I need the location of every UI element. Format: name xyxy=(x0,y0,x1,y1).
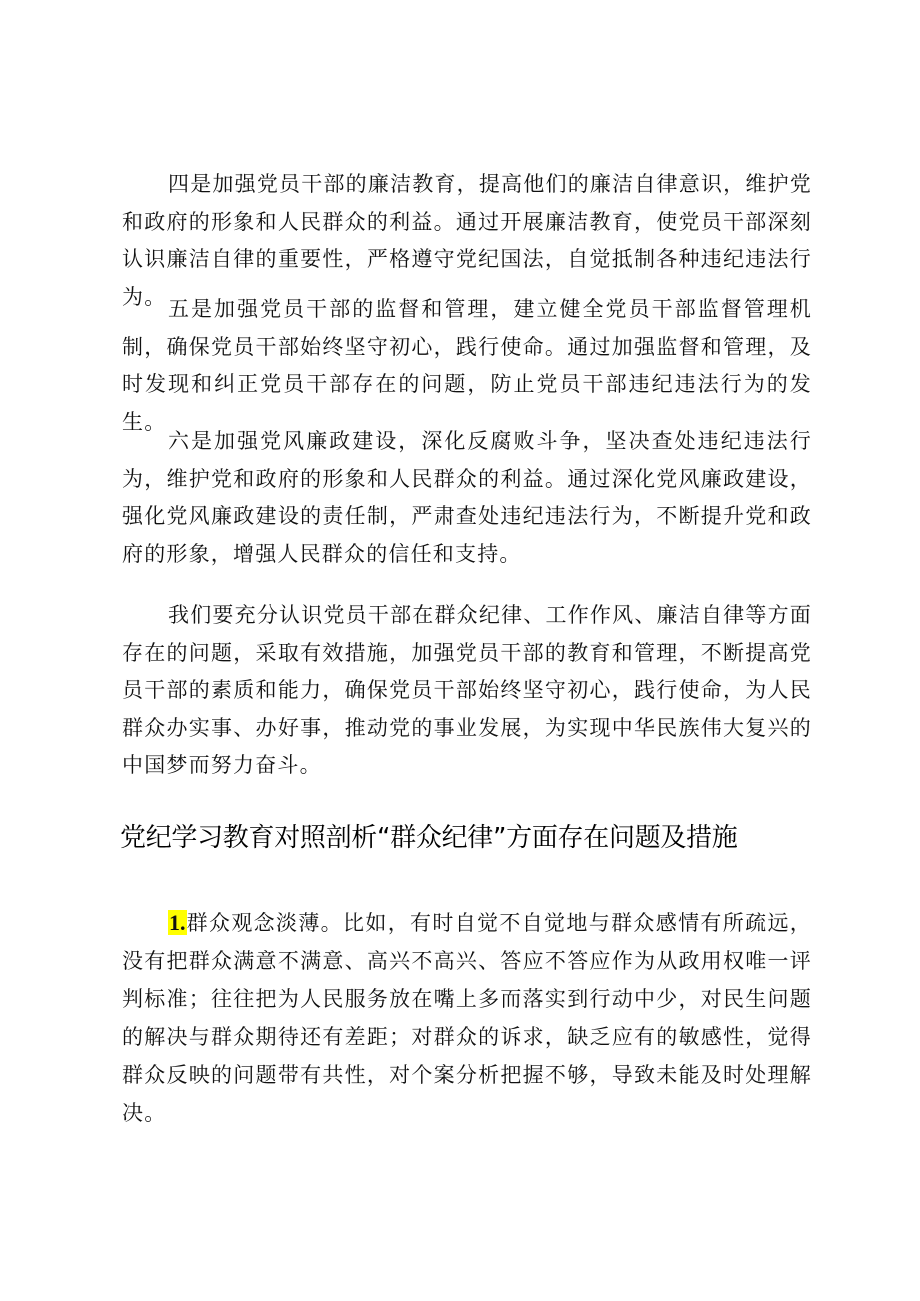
paragraph-5: 五是加强党员干部的监督和管理，建立健全党员干部监督管理机制，确保党员干部始终坚守初心，践行使命。通过加强监督和管理，及时发现和纠正党员干部存在的问题，防止党员干部违纪违法行为的发生。 xyxy=(122,297,812,434)
paragraph-4: 四是加强党员干部的廉洁教育，提高他们的廉洁自律意识，维护党和政府的形象和人民群众的利益。通过开展廉洁教育，使党员干部深刻认识廉洁自律的重要性，严格遵守党纪国法，自觉抵制各种违纪违法行为。 xyxy=(122,172,812,309)
paragraph-conclusion: 我们要充分认识党员干部在群众纪律、工作作风、廉洁自律等方面存在的问题，采取有效措施，加强党员干部的教育和管理，不断提高党员干部的素质和能力，确保党员干部始终坚守初心，践行使命，为人民群众办实事、办好事，推动党的事业发展，为实现中华民族伟大复兴的中国梦而努力奋斗。 xyxy=(122,603,812,777)
list-item-1 xyxy=(122,904,812,1132)
item-text: 群众观念淡薄。比如，有时自觉不自觉地与群众感情有所疏远，没有把群众满意不满意、高兴不高兴、答应不答应作为从政用权唯一评判标准；往往把为人民服务放在嘴上多而落实到行动中少，对民生问题的解决与群众期待还有差距；对群众的诉求，缺乏应有的敏感性，觉得群众反映的问题带有共性，对个案分析把握不够，导致未能及时处理解决。 xyxy=(122,911,812,1125)
paragraph-6: 六是加强党风廉政建设，深化反腐败斗争，坚决查处违纪违法行为，维护党和政府的形象和人民群众的利益。通过深化党风廉政建设，强化党风廉政建设的责任制，严肃查处违纪违法行为，不断提升党和政府的形象，增强人民群众的信任和支持。 xyxy=(122,429,812,566)
item-number-highlight: 1. xyxy=(169,910,186,935)
section-heading: 党纪学习教育对照剖析“群众纪律”方面存在问题及措施 xyxy=(120,823,738,853)
